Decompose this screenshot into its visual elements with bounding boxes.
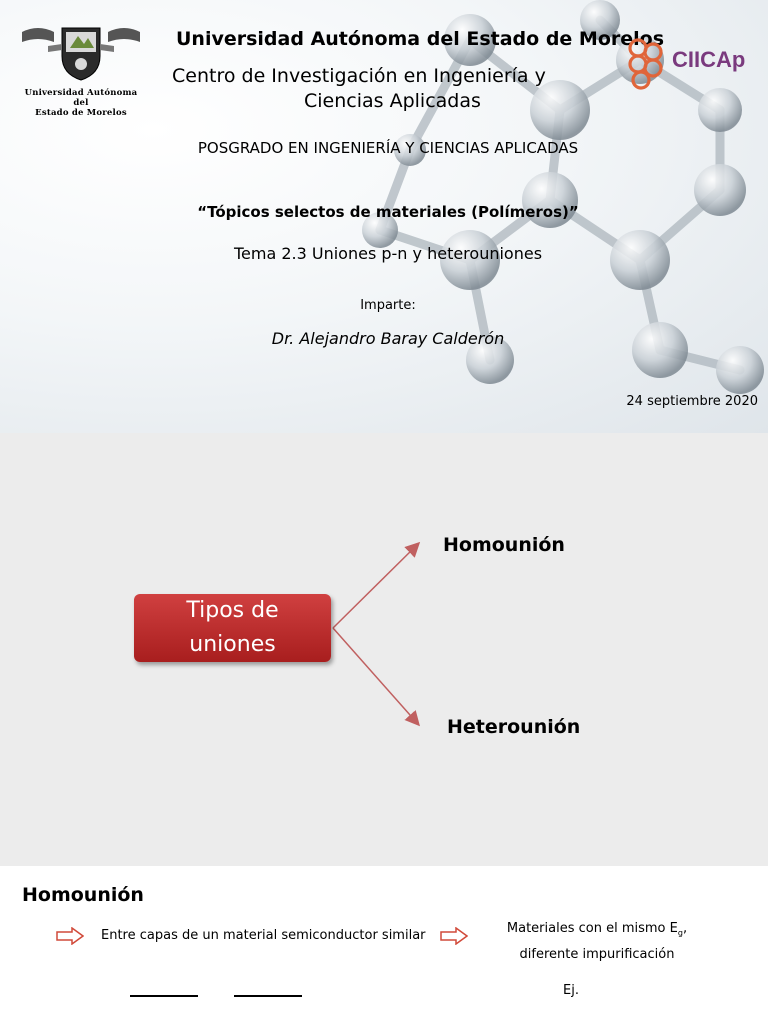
homounion-point-1: Entre capas de un material semiconductor similar	[101, 928, 426, 943]
arrow-to-heterounion	[333, 628, 418, 724]
homounion-slide	[0, 866, 768, 1024]
point2-line2: diferente impurificación	[519, 946, 675, 962]
arrow-to-homounion	[333, 544, 418, 628]
teaches-label: Imparte:	[360, 298, 416, 313]
research-center-line2: Ciencias Aplicadas	[304, 90, 481, 112]
diagram-layer-line-left	[130, 995, 198, 997]
professor-name: Dr. Alejandro Baray Calderón	[271, 329, 505, 348]
uaem-caption-line2: Estado de Morelos	[35, 108, 127, 118]
title-slide	[0, 0, 768, 433]
course-title: “Tópicos selectos de materiales (Polímeros)”	[197, 203, 579, 221]
heterounion-label: Heterounión	[447, 716, 581, 738]
program-title: POSGRADO EN INGENIERÍA Y CIENCIAS APLICADAS	[197, 139, 579, 157]
right-arrow-outline-icon	[56, 927, 84, 945]
junction-types-box	[134, 594, 331, 662]
junction-types-label: Tipos de uniones	[186, 598, 279, 657]
branch-arrows	[0, 433, 768, 866]
homounion-title: Homounión	[22, 884, 144, 906]
homounion-point-2	[492, 918, 702, 965]
example-label: Ej.	[563, 983, 579, 998]
research-center-name	[172, 64, 572, 114]
presentation-date: 24 septiembre 2020	[626, 394, 758, 409]
ciicap-logo	[626, 36, 766, 92]
diagram-layer-line-right	[234, 995, 302, 997]
uaem-caption-line1: Universidad Autónoma del	[24, 88, 138, 108]
point2-line1: Materiales con el mismo E	[506, 921, 678, 936]
topic-title: Tema 2.3 Uniones p-n y heterouniones	[233, 244, 543, 263]
bandgap-subscript: g	[677, 928, 683, 938]
junction-types-slide	[0, 433, 768, 866]
uaem-crest-icon	[18, 22, 144, 82]
uaem-logo	[18, 22, 144, 118]
point2-suffix: ,	[682, 921, 688, 936]
university-name: Universidad Autónoma del Estado de Morelos	[176, 28, 665, 50]
research-center-line1: Centro de Investigación en Ingeniería y	[172, 65, 546, 87]
right-arrow-outline-icon	[440, 927, 468, 945]
ciicap-wordmark: CIICAp	[672, 47, 746, 72]
homounion-label: Homounión	[443, 534, 565, 556]
ciicap-rings-icon	[626, 36, 670, 92]
